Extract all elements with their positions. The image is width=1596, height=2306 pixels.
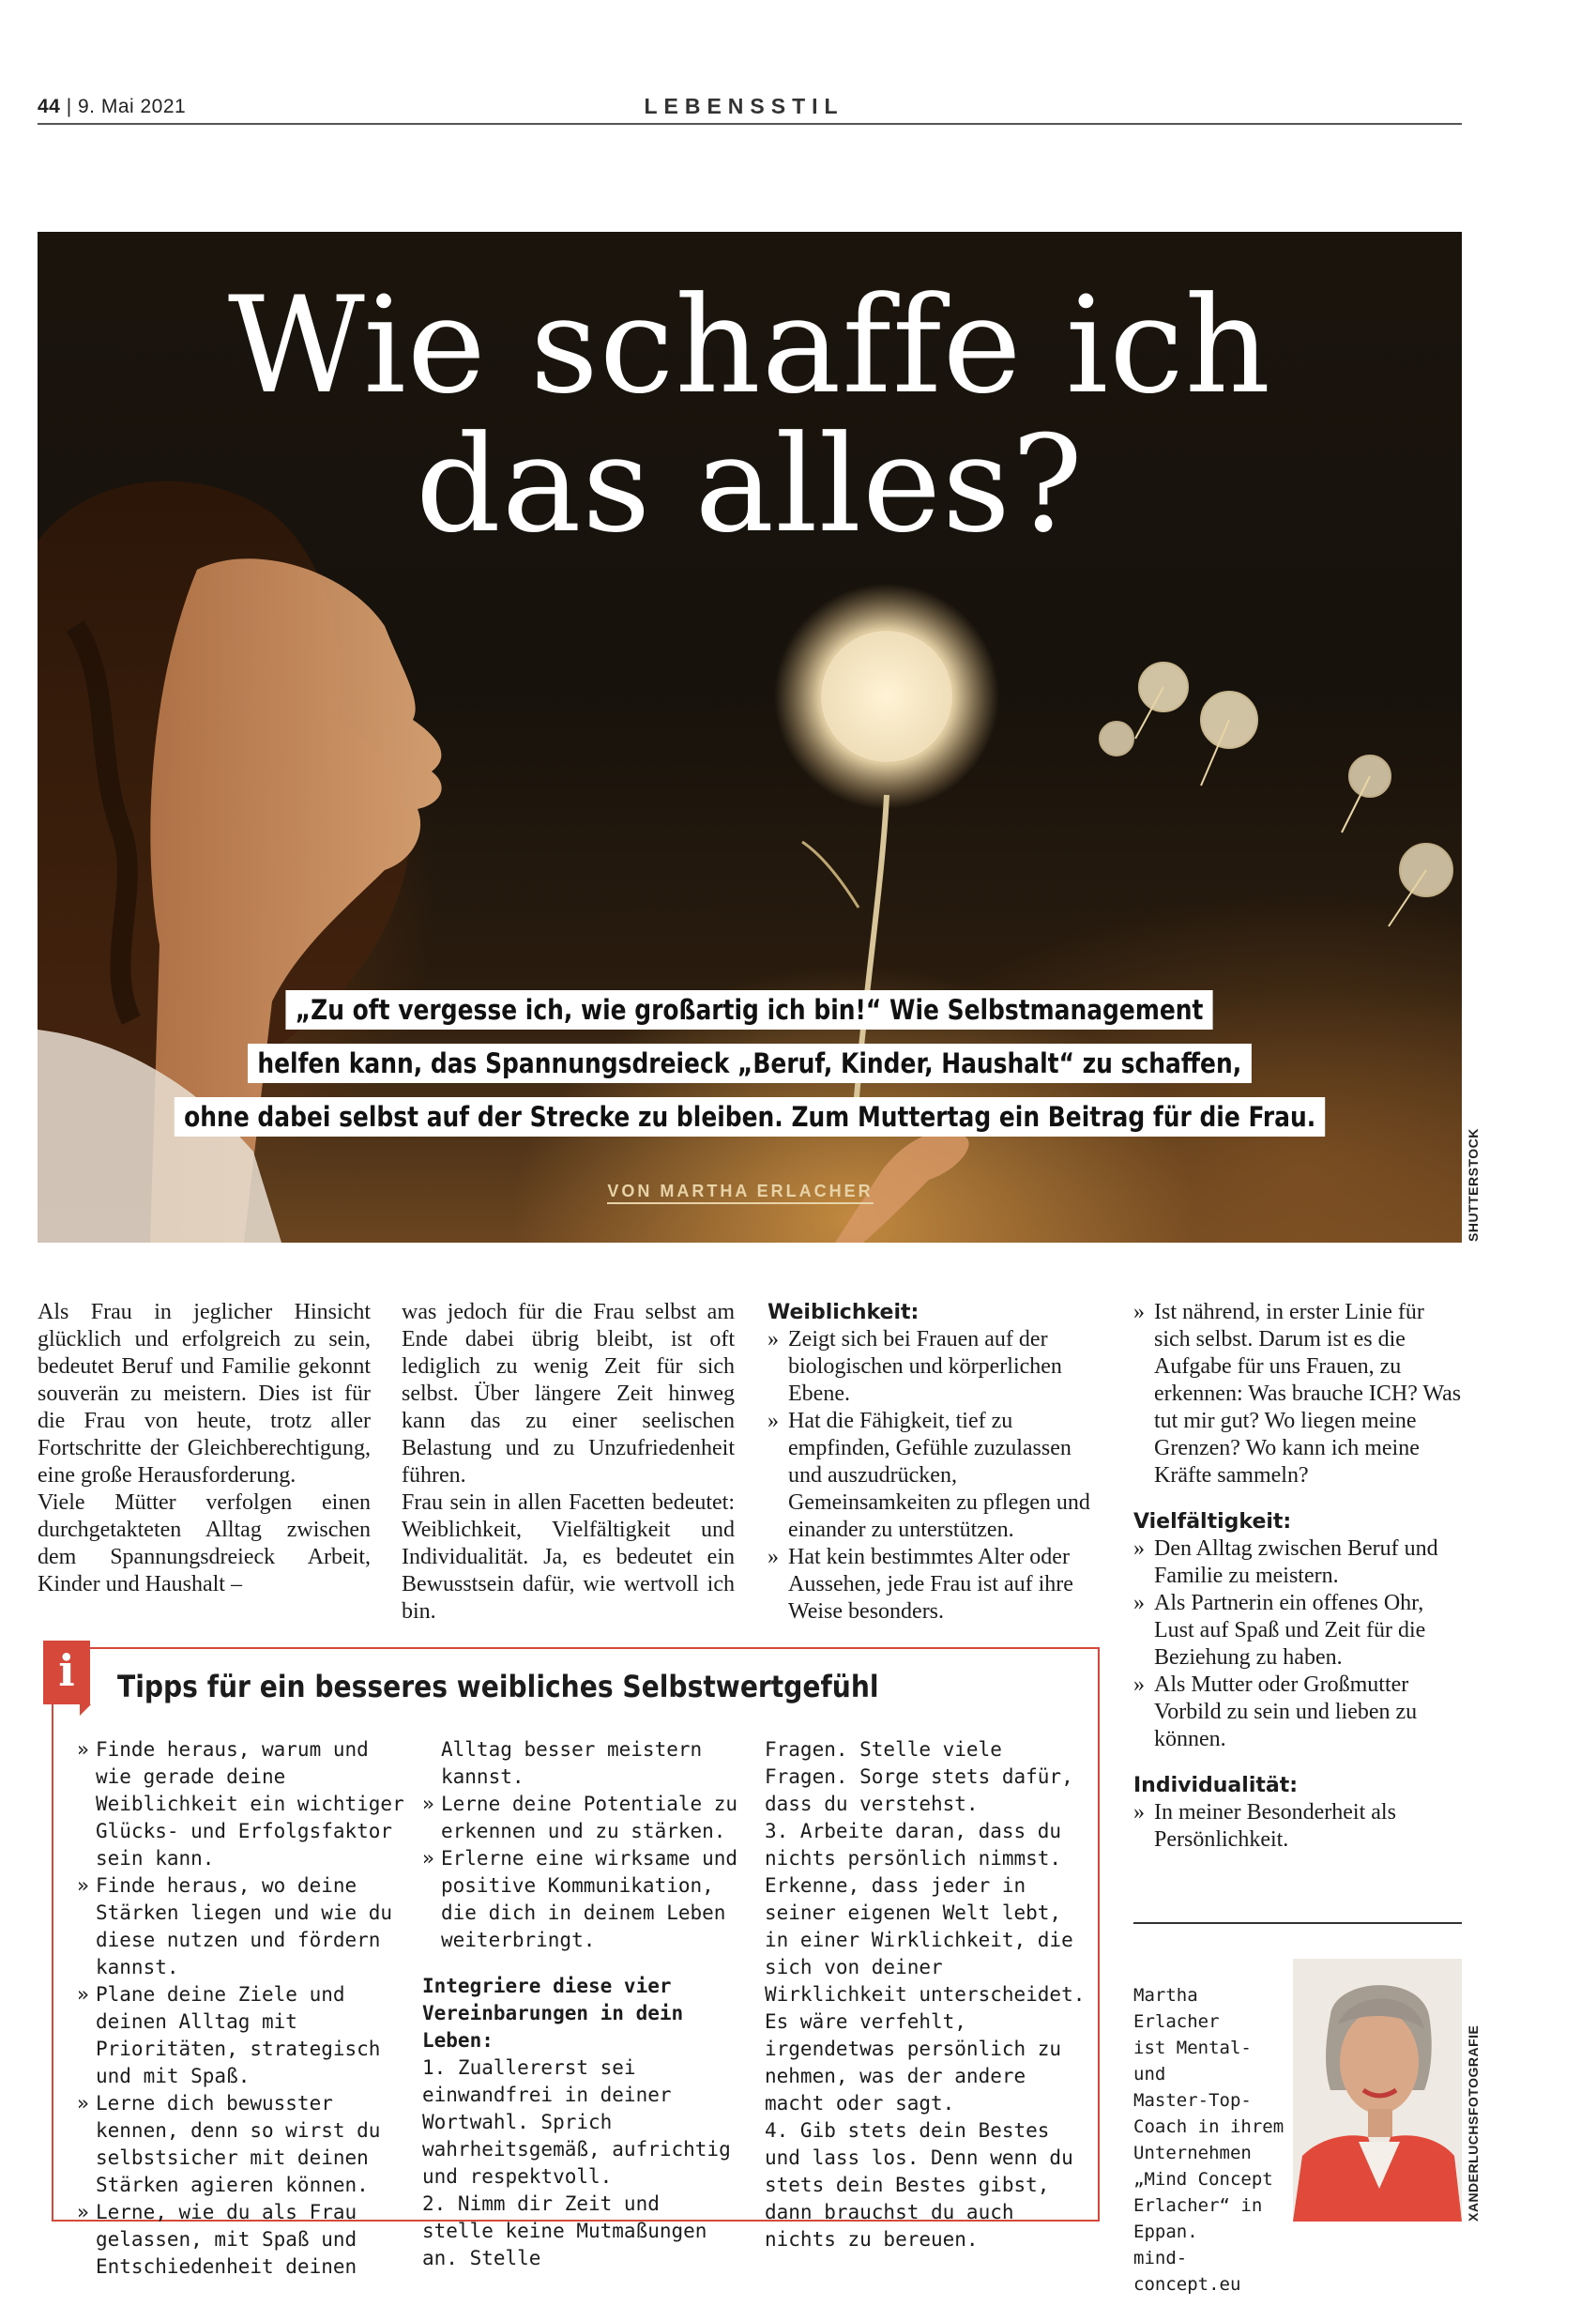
agreement-3: 3. Arbeite daran, dass du nichts persönlich nimmst. Erkenne, dass jeder in seiner eigenen Welt lebt, in einer Wirklichkeit, die sich von deiner Wirklichkeit unterscheidet. Es wäre verfehlt, irgendetwas persönlich zu nehmen, was der andere macht oder sagt. xyxy=(765,1820,1086,2115)
info-icon-tail xyxy=(80,1704,91,1716)
lead-line-3-wrap xyxy=(38,1097,1462,1137)
list-item: » Als Mutter oder Großmutter Vorbild zu sein und lieben zu können. xyxy=(1133,1672,1462,1753)
section-label-wrap xyxy=(0,94,1596,119)
author-website: mind-concept.eu xyxy=(1133,2248,1241,2295)
author-bio-line: Martha Erlacher xyxy=(1133,1985,1220,2032)
author-bio-line: Erlacher“ in xyxy=(1133,2195,1263,2216)
hero-photo-credit: SHUTTERSTOCK xyxy=(1466,1128,1481,1242)
subhead-vielfaeltigkeit: Vielfältigkeit: xyxy=(1133,1510,1292,1534)
tip-item: » Plane deine Ziele und deinen Alltag mit Prioritäten, strategisch und mit Spaß. xyxy=(77,1981,405,2090)
lead-line-2: helfen kann, das Spannungsdreieck „Beruf, Kinder, Haushalt“ zu schaffen, xyxy=(248,1044,1251,1083)
list-item: » Den Alltag zwischen Beruf und Familie zu meistern. xyxy=(1133,1535,1462,1590)
list-item: » Ist nährend, in erster Linie für sich selbst. Darum ist es die Aufgabe für uns Frauen, zu erkennen: Was brauche ICH? Was tut mir gut? Wo liegen meine Grenzen? Wo kann ich meine Kräfte sammeln? xyxy=(1133,1299,1462,1489)
list-weiblichkeit-cont xyxy=(1133,1299,1462,1489)
page-number: 44 xyxy=(38,96,61,117)
tip-item: » Erlerne eine wirksame und positive Kommunikation, die dich in deinem Leben weiterbringt. xyxy=(422,1845,741,1954)
list-item: » Hat kein bestimmtes Alter oder Aussehen, jede Frau ist auf ihre Weise besonders. xyxy=(768,1544,1098,1626)
author-bio xyxy=(1133,1982,1288,2298)
author-bio-line: Eppan. xyxy=(1133,2222,1198,2242)
article-column-1 xyxy=(38,1299,371,1598)
subhead-individualitaet: Individualität: xyxy=(1133,1774,1299,1797)
lead-line-1-wrap xyxy=(38,990,1462,1030)
section-label: LEBENSSTIL xyxy=(644,94,844,118)
list-item: » Hat die Fähigkeit, tief zu empfinden, Gefühle zuzulassen und auszudrücken, Gemeinsamkeiten zu pflegen und einander zu unterstützen. xyxy=(768,1408,1098,1544)
portrait-illustration xyxy=(1293,1959,1462,2222)
article-paragraph: was jedoch für die Frau selbst am Ende dabei übrig bleibt, ist oft lediglich zu wenig Zeit für sich selbst. Über längere Zeit hinweg kann das zu einer seelischen Belastung und zu Unzufriedenheit führen. xyxy=(402,1300,735,1488)
article-paragraph: Viele Mütter verfolgen einen durchgetakteten Alltag zwischen dem Spannungsdreieck Arbeit, Kinder und Haushalt – xyxy=(38,1490,371,1596)
lead-line-1: „Zu oft vergesse ich, wie großartig ich bin!“ Wie Selbstmanagement xyxy=(286,990,1213,1030)
tip-item: » Finde heraus, warum und wie gerade deine Weiblichkeit ein wichtiger Glücks- und Erfolgsfaktor sein kann. xyxy=(77,1736,405,1872)
author-bio-line: Coach in ihrem xyxy=(1133,2116,1284,2137)
tips-list-2 xyxy=(422,1791,741,1954)
issue-date: 9. Mai 2021 xyxy=(77,96,187,117)
floating-seeds xyxy=(1100,663,1452,926)
headline-line-1: Wie schaffe ich xyxy=(227,268,1272,423)
lead-line-2-wrap xyxy=(38,1044,1462,1083)
agreement-1: 1. Zuallererst sei einwandfrei in deiner Wortwahl. Sprich wahrheitsgemäß, aufrichtig und respektvoll. xyxy=(422,2056,731,2188)
article-paragraph: Als Frau in jeglicher Hinsicht glücklich und erfolgreich zu sein, bedeutet Beruf und Familie gekonnt souverän zu meistern. Dies ist für die Frau von heute, trotz aller Fortschritte der Gleichberechtigung, eine große Herausforderung. xyxy=(38,1300,371,1488)
author-divider xyxy=(1133,1922,1462,1924)
list-weiblichkeit xyxy=(768,1326,1098,1626)
author-bio-line: Unternehmen xyxy=(1133,2143,1252,2163)
agreement-2-continued: Fragen. Stelle viele Fragen. Sorge stets dafür, dass du verstehst. xyxy=(765,1738,1073,1815)
list-vielfaeltigkeit xyxy=(1133,1535,1462,1753)
agreement-2: 2. Nimm dir Zeit und stelle keine Mutmaßungen an. Stelle xyxy=(422,2192,707,2269)
tips-column-1 xyxy=(77,1736,405,2281)
tips-column-3 xyxy=(765,1736,1088,2253)
info-icon: i xyxy=(43,1641,90,1704)
list-individualitaet xyxy=(1133,1799,1462,1854)
headline xyxy=(38,268,1462,562)
author-bio-line: „Mind Concept xyxy=(1133,2169,1273,2190)
byline: VON MARTHA ERLACHER xyxy=(607,1182,873,1204)
tip-item: » Lerne deine Potentiale zu erkennen und zu stärken. xyxy=(422,1791,741,1845)
list-item: » Als Partnerin ein offenes Ohr, Lust auf Spaß und Zeit für die Beziehung zu haben. xyxy=(1133,1590,1462,1672)
headline-line-2: das alles? xyxy=(415,407,1085,562)
lead-line-3: ohne dabei selbst auf der Strecke zu bleiben. Zum Muttertag ein Beitrag für die Frau. xyxy=(175,1097,1326,1137)
author-portrait xyxy=(1293,1959,1462,2222)
article-column-3 xyxy=(768,1299,1098,1626)
tip-item: » Lerne, wie du als Frau gelassen, mit Spaß und Entschiedenheit deinen xyxy=(77,2199,405,2281)
article-paragraph: Frau sein in allen Facetten bedeutet: Weiblichkeit, Vielfältigkeit und Individualität. Ja, es bedeutet ein Bewusstsein dafür, wie wertvoll ich bin. xyxy=(402,1490,735,1624)
byline-wrap xyxy=(38,1182,1462,1201)
subhead-weiblichkeit: Weiblichkeit: xyxy=(768,1301,920,1324)
list-item: » In meiner Besonderheit als Persönlichkeit. xyxy=(1133,1799,1462,1854)
tips-list xyxy=(77,1736,405,2281)
article-column-2 xyxy=(402,1299,735,1626)
tips-subhead: Integriere diese vier Vereinbarungen in dein Leben: xyxy=(422,1975,684,2052)
tip-item: » Lerne dich bewusster kennen, denn so wirst du selbstsicher mit deinen Stärken agieren können. xyxy=(77,2090,405,2199)
portrait-photo-credit: XANDERLUCHSFOTOGRAFIE xyxy=(1466,2024,1481,2222)
tip-item-continued: Alltag besser meistern kannst. xyxy=(441,1738,703,1788)
hero-photo xyxy=(38,232,1462,1243)
page-folio: 44 | 9. Mai 2021 xyxy=(38,96,187,117)
tips-column-2 xyxy=(422,1736,741,2272)
article-column-4 xyxy=(1133,1299,1462,1854)
list-item: » Zeigt sich bei Frauen auf der biologischen und körperlichen Ebene. xyxy=(768,1326,1098,1408)
header-rule xyxy=(38,123,1462,125)
tips-title: Tipps für ein besseres weibliches Selbstwertgefühl xyxy=(117,1669,879,1704)
agreement-4: 4. Gib stets dein Bestes und lass los. Denn wenn du stets dein Bestes gibst, dann brauchst du auch nichts zu bereuen. xyxy=(765,2119,1073,2251)
author-bio-line: ist Mental- und xyxy=(1133,2038,1252,2085)
author-bio-line: Master-Top- xyxy=(1133,2090,1252,2111)
tip-item: » Finde heraus, wo deine Stärken liegen und wie du diese nutzen und fördern kannst. xyxy=(77,1872,405,1981)
